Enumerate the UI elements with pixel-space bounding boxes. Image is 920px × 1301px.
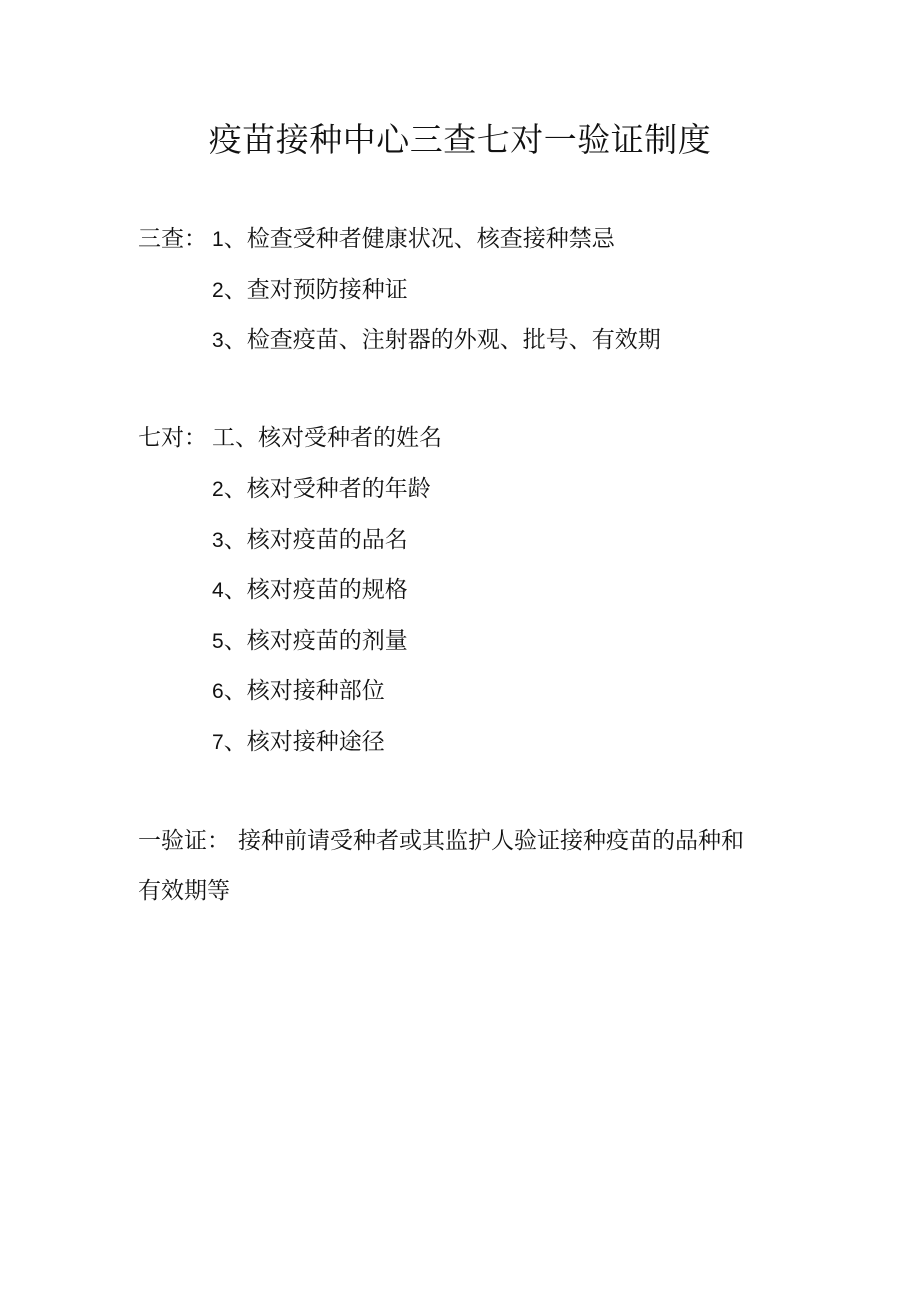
seven-verifications-item-4 bbox=[212, 574, 408, 607]
seven-verifications-item-7 bbox=[212, 726, 385, 759]
three-checks-item-3 bbox=[212, 324, 661, 357]
item-number: 3 bbox=[212, 329, 224, 352]
item-text: 、核对受种者的年龄 bbox=[223, 476, 431, 502]
item-text: 、检查受种者健康状况、核查接种禁忌 bbox=[223, 226, 615, 252]
item-text: 、核对疫苗的规格 bbox=[223, 577, 408, 603]
item-text: 、核对接种途径 bbox=[223, 729, 385, 755]
item-number: 2 bbox=[212, 478, 224, 501]
item-text: 、查对预防接种证 bbox=[223, 277, 408, 303]
item-text: 、核对疫苗的剂量 bbox=[223, 628, 408, 654]
item-number: 2 bbox=[212, 279, 224, 302]
item-number: 3 bbox=[212, 529, 224, 552]
one-validation-line-1 bbox=[138, 825, 744, 857]
item-text: 、核对接种部位 bbox=[223, 678, 385, 704]
three-checks-item-1 bbox=[138, 223, 615, 256]
one-validation-text-continued: 有效期等 bbox=[138, 878, 230, 904]
document-title: 疫苗接种中心三查七对一验证制度 bbox=[208, 120, 712, 159]
item-number: 5 bbox=[212, 630, 224, 653]
one-validation-line-2 bbox=[138, 875, 230, 907]
three-checks-item-2 bbox=[212, 274, 408, 307]
item-text: 、核对受种者的姓名 bbox=[235, 425, 442, 451]
seven-verifications-label: 七对： bbox=[138, 425, 207, 451]
item-number: 6 bbox=[212, 680, 224, 703]
item-number: 1 bbox=[212, 228, 224, 251]
one-validation-text: 接种前请受种者或其监护人验证接种疫苗的品种和 bbox=[238, 828, 744, 854]
seven-verifications-item-3 bbox=[212, 524, 408, 557]
one-validation-label: 一验证： bbox=[138, 828, 230, 854]
seven-verifications-item-2 bbox=[212, 473, 431, 506]
item-number: 7 bbox=[212, 731, 224, 754]
item-text: 、检查疫苗、注射器的外观、批号、有效期 bbox=[223, 327, 661, 353]
seven-verifications-item-1 bbox=[138, 422, 442, 454]
seven-verifications-item-5 bbox=[212, 625, 408, 658]
item-text: 、核对疫苗的品名 bbox=[223, 527, 408, 553]
seven-verifications-item-6 bbox=[212, 675, 385, 708]
item-number: 工 bbox=[212, 425, 235, 451]
three-checks-label: 三查： bbox=[138, 226, 207, 252]
item-number: 4 bbox=[212, 579, 224, 602]
